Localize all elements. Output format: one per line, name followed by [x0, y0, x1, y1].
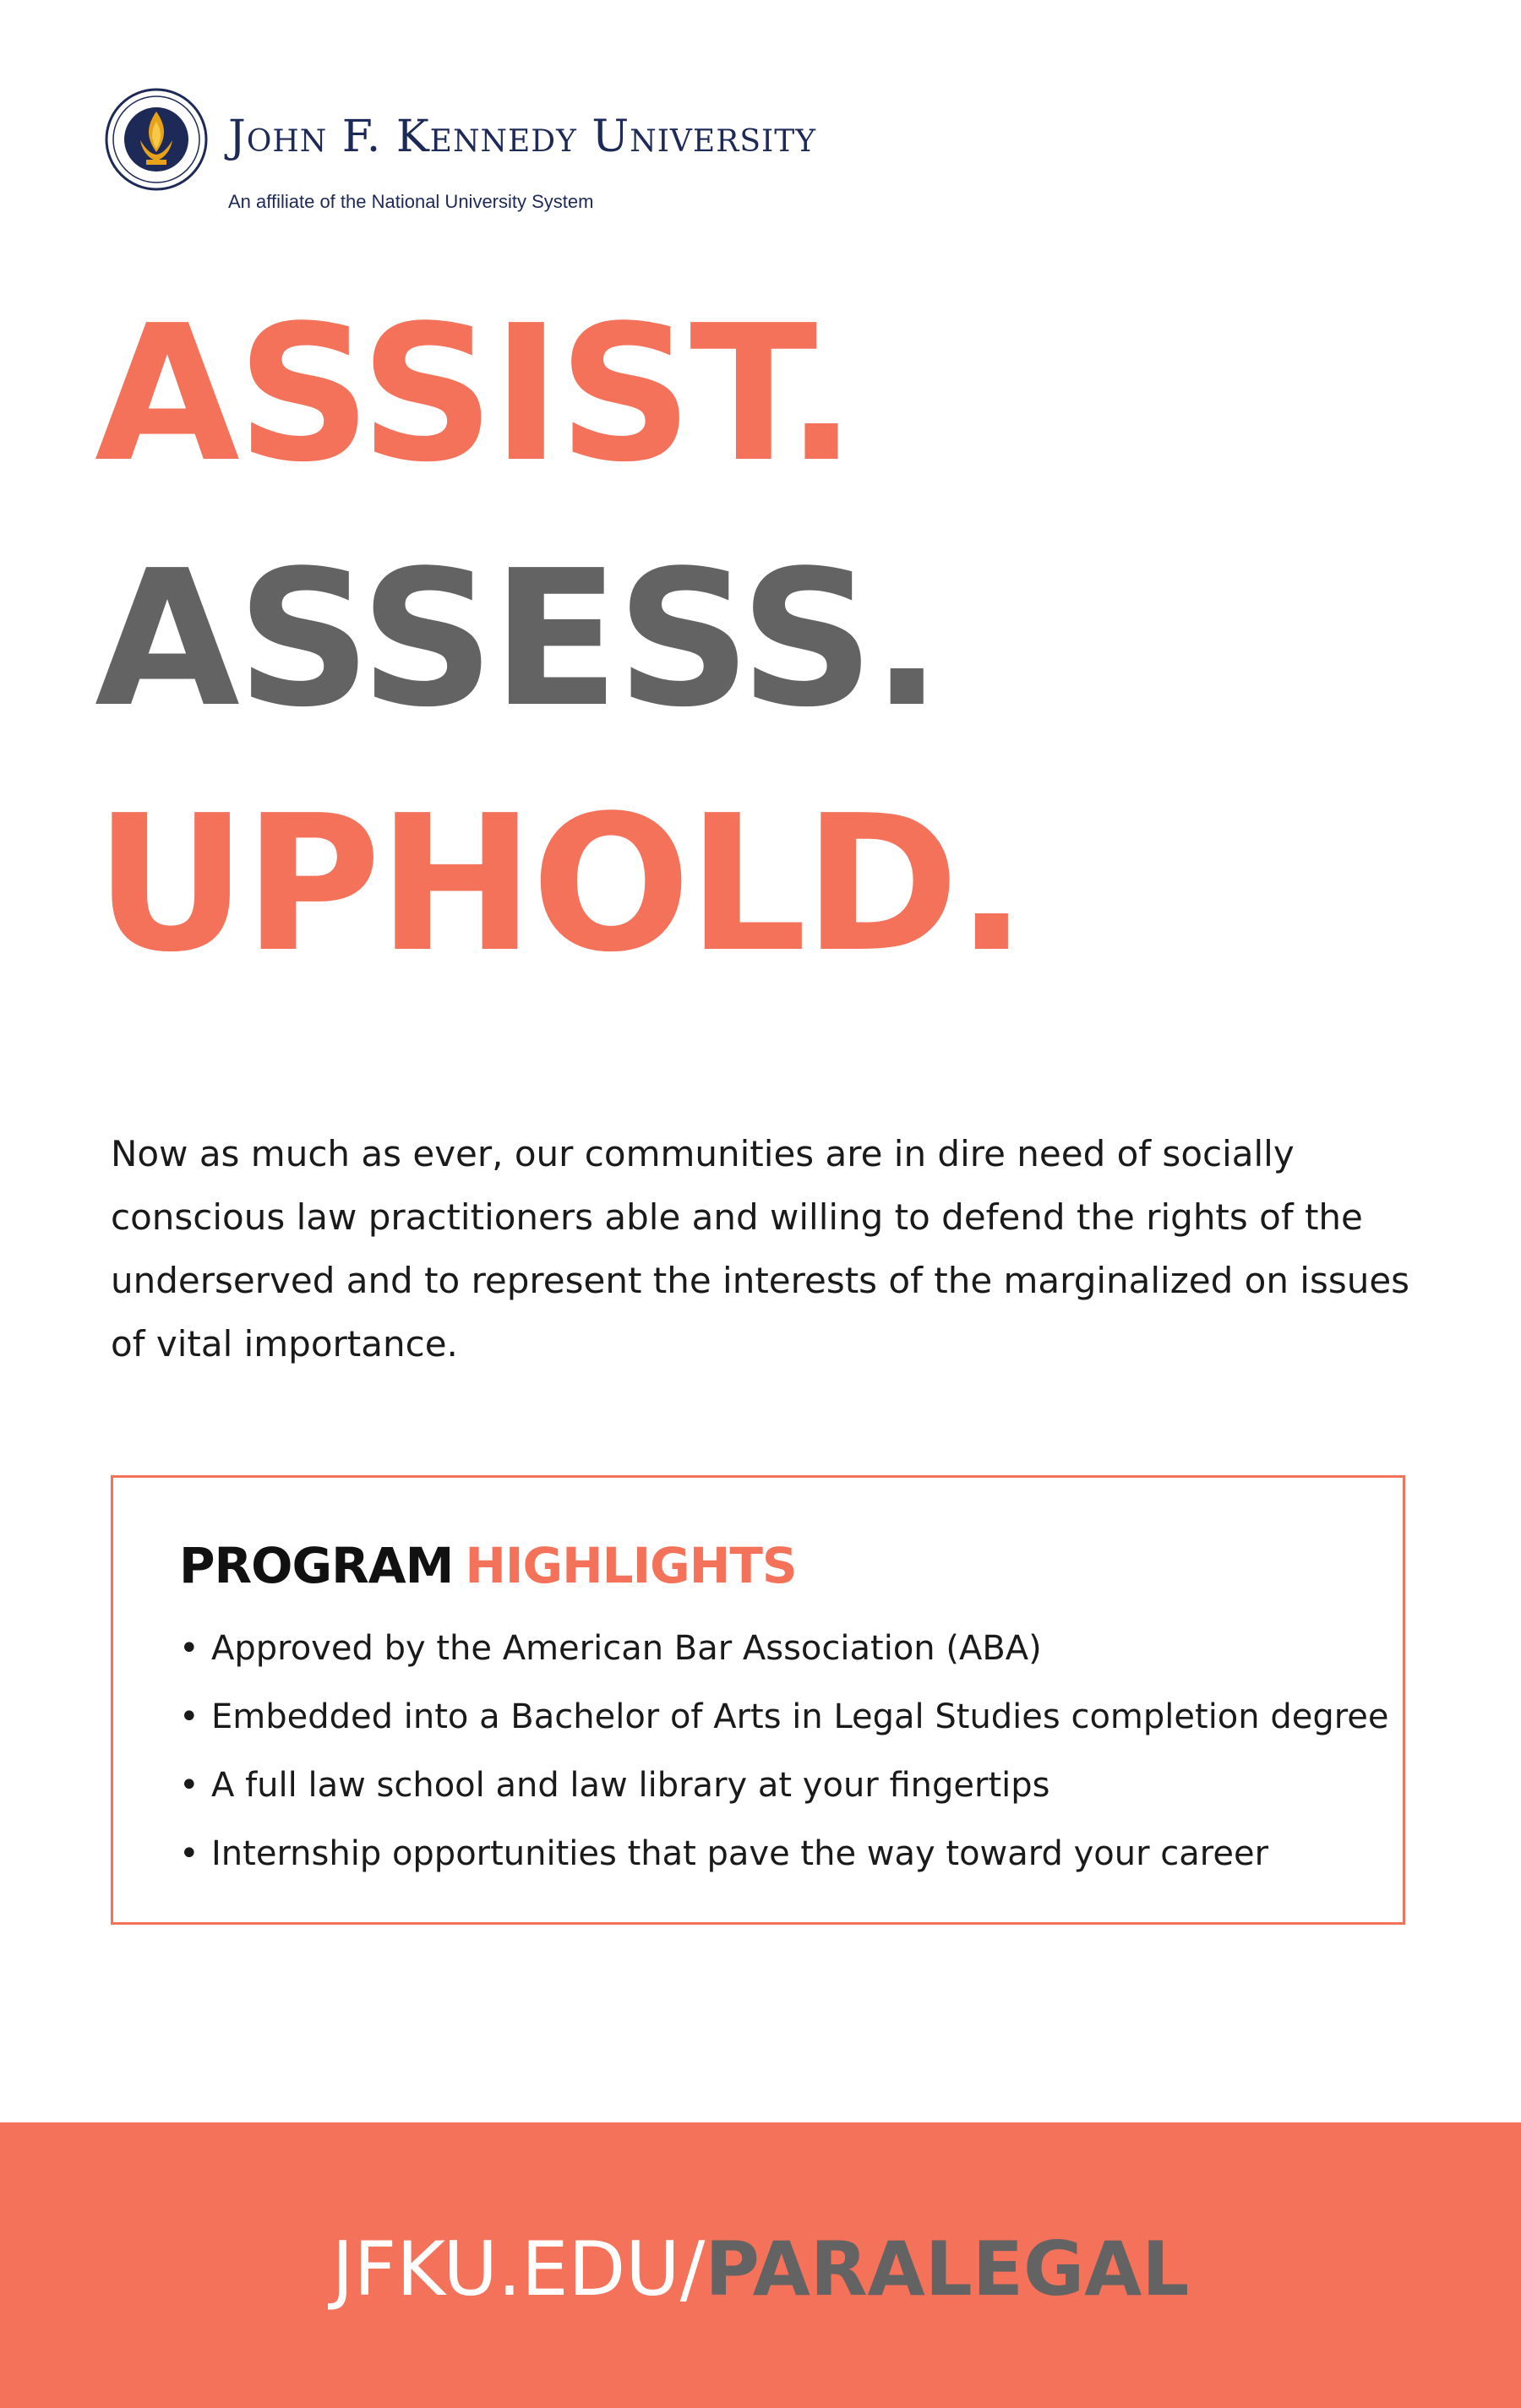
footer-url-domain: JFKU.EDU/ — [331, 2225, 706, 2313]
headline-assist: ASSIST. — [95, 286, 854, 504]
university-seal-icon — [105, 88, 208, 191]
highlights-title-highlights: HIGHLIGHTS — [465, 1537, 797, 1594]
list-item: • Internship opportunities that pave the way toward your career — [179, 1828, 1389, 1897]
headline-uphold: UPHOLD. — [95, 776, 1024, 994]
affiliate-text: An affiliate of the National University System — [228, 191, 594, 212]
intro-paragraph: Now as much as ever, our communities are in dire need of socially conscious law practitioners able and willing to defend the rights of the underserved and to represent the interests of the marginalized on issues of vital importance. — [111, 1133, 1410, 1365]
list-item: • Embedded into a Bachelor of Arts in Legal Studies completion degree — [179, 1692, 1389, 1760]
highlights-list — [179, 1623, 1389, 1897]
footer-url — [0, 2225, 1521, 2313]
university-name: John F. Kennedy University — [228, 112, 816, 162]
program-highlights-box — [111, 1475, 1405, 1925]
footer-url-path: PARALEGAL — [705, 2225, 1190, 2313]
footer-banner — [0, 2122, 1521, 2408]
highlights-title — [179, 1537, 797, 1594]
headline-assess: ASSESS. — [95, 531, 940, 749]
list-item: • Approved by the American Bar Association (ABA) — [179, 1623, 1389, 1692]
university-header — [105, 88, 950, 223]
list-item: • A full law school and law library at your fingertips — [179, 1760, 1389, 1828]
highlights-title-program: PROGRAM — [179, 1537, 454, 1594]
